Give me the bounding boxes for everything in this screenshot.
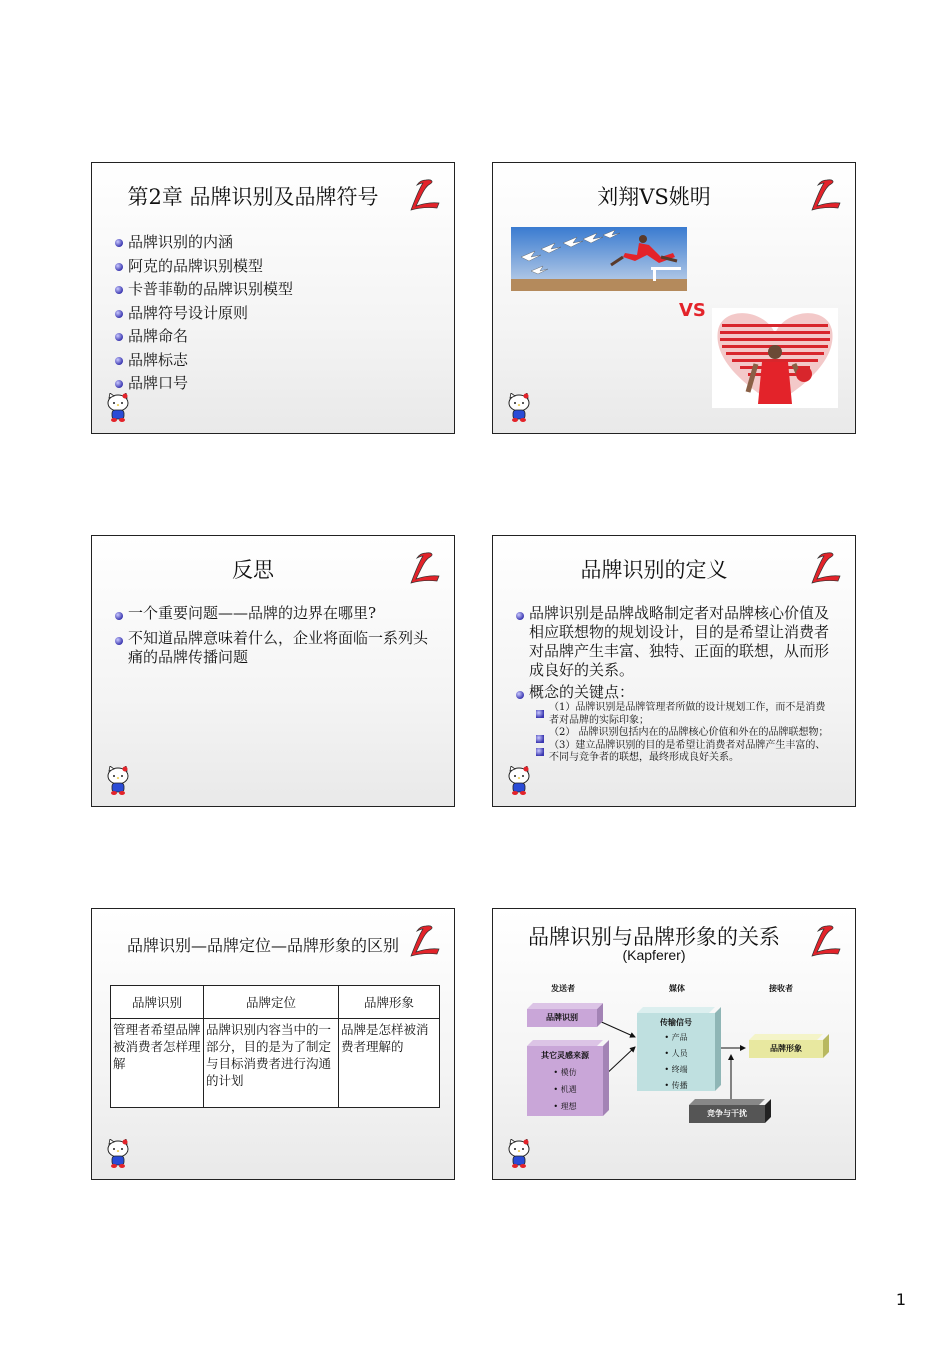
sub-item: （3）建立品牌识别的目的是希望让消费者对品牌产生丰富的、不同与竞争者的联想，最终形成良好关系。 (535, 740, 831, 765)
list-item: • 产品 (664, 1033, 688, 1042)
kitty-icon (106, 766, 130, 796)
slide-title: 品牌识别的定义 (580, 558, 728, 582)
logo-l-icon (809, 550, 843, 584)
kitty-icon (106, 393, 130, 423)
table-header: 品牌形象 (339, 986, 440, 1019)
other-sources-label: 其它灵感来源 (541, 1051, 589, 1060)
list-item: 品牌识别是品牌战略制定者对品牌核心价值及相应联想物的规划设计，目的是希望让消费者对品牌产生丰富、独特、正面的联想，从而形成良好的关系。 (515, 604, 831, 680)
list-item: 卡普菲勒的品牌识别模型 (114, 278, 293, 302)
slide-subtitle: (Kapferer) (622, 947, 686, 963)
logo-l-icon (408, 550, 442, 584)
slide-title: 刘翔VS姚明 (597, 185, 711, 209)
sub-list (535, 702, 831, 765)
list-item-label: 概念的关键点： (529, 683, 635, 701)
kitty-icon (507, 1139, 531, 1169)
signal-box (637, 1013, 715, 1091)
slide-6 (492, 908, 856, 1180)
media-label: 媒体 (669, 984, 685, 993)
list-item: • 理想 (553, 1102, 577, 1111)
page-number: 1 (895, 1290, 906, 1309)
slide-5 (91, 908, 455, 1180)
list-item: • 人员 (664, 1049, 688, 1058)
vs-label: VS (679, 300, 706, 321)
bullet-list (114, 604, 434, 673)
list-item: • 机遇 (553, 1085, 577, 1094)
table-header: 品牌定位 (204, 986, 339, 1019)
hurdler-photo (511, 227, 687, 291)
list-item (515, 683, 831, 765)
kitty-icon (106, 1139, 130, 1169)
list-item: 阿克的品牌识别模型 (114, 255, 293, 279)
bullet-list (515, 604, 831, 765)
list-item: 不知道品牌意味着什么，企业将面临一系列头痛的品牌传播问题 (114, 629, 434, 667)
kitty-icon (507, 766, 531, 796)
table-cell: 品牌是怎样被消费者理解的 (339, 1019, 440, 1108)
logo-l-icon (809, 177, 843, 211)
brand-identity-box: 品牌识别 (527, 1009, 597, 1027)
sender-label: 发送者 (551, 984, 575, 993)
table-row (111, 1019, 440, 1108)
list-item: 品牌符号设计原则 (114, 302, 293, 326)
list-item: 品牌口号 (114, 372, 293, 396)
brand-image-box: 品牌形象 (749, 1040, 823, 1058)
slide-title: 第2章 品牌识别及品牌符号 (127, 185, 379, 209)
table-header-row (111, 986, 440, 1019)
table-header: 品牌识别 (111, 986, 204, 1019)
competition-box: 竞争与干扰 (689, 1105, 765, 1123)
receiver-label: 接收者 (769, 984, 793, 993)
logo-l-icon (408, 923, 442, 957)
list-item: 品牌命名 (114, 325, 293, 349)
slide-title: 品牌识别与品牌形象的关系 (528, 925, 780, 949)
slide-title: 品牌识别—品牌定位—品牌形象的区别 (126, 936, 399, 955)
list-item: • 终端 (664, 1065, 688, 1074)
list-item: 品牌标志 (114, 349, 293, 373)
yao-ming-photo (712, 308, 838, 408)
slide-3 (91, 535, 455, 807)
list-item: 品牌识别的内涵 (114, 231, 293, 255)
list-item: 一个重要问题——品牌的边界在哪里? (114, 604, 434, 623)
slide-2 (492, 162, 856, 434)
signal-label: 传输信号 (660, 1018, 692, 1027)
sub-item: （2） 品牌识别包括内在的品牌核心价值和外在的品牌联想物； (535, 727, 831, 740)
list-item: • 模仿 (553, 1068, 577, 1077)
list-item: • 传播 (664, 1081, 688, 1090)
table-cell: 管理者希望品牌被消费者怎样理解 (111, 1019, 204, 1108)
other-sources-box (527, 1046, 603, 1116)
slide-4 (492, 535, 856, 807)
slide-1 (91, 162, 455, 434)
table-cell: 品牌识别内容当中的一部分，目的是为了制定与目标消费者进行沟通的计划 (204, 1019, 339, 1108)
comparison-table (110, 985, 440, 1108)
logo-l-icon (408, 177, 442, 211)
bullet-list (114, 231, 293, 396)
slide-title: 反思 (232, 558, 274, 582)
sub-item: （1）品牌识别是品牌管理者所做的设计规划工作，而不是消费者对品牌的实际印象； (535, 702, 831, 727)
kitty-icon (507, 393, 531, 423)
